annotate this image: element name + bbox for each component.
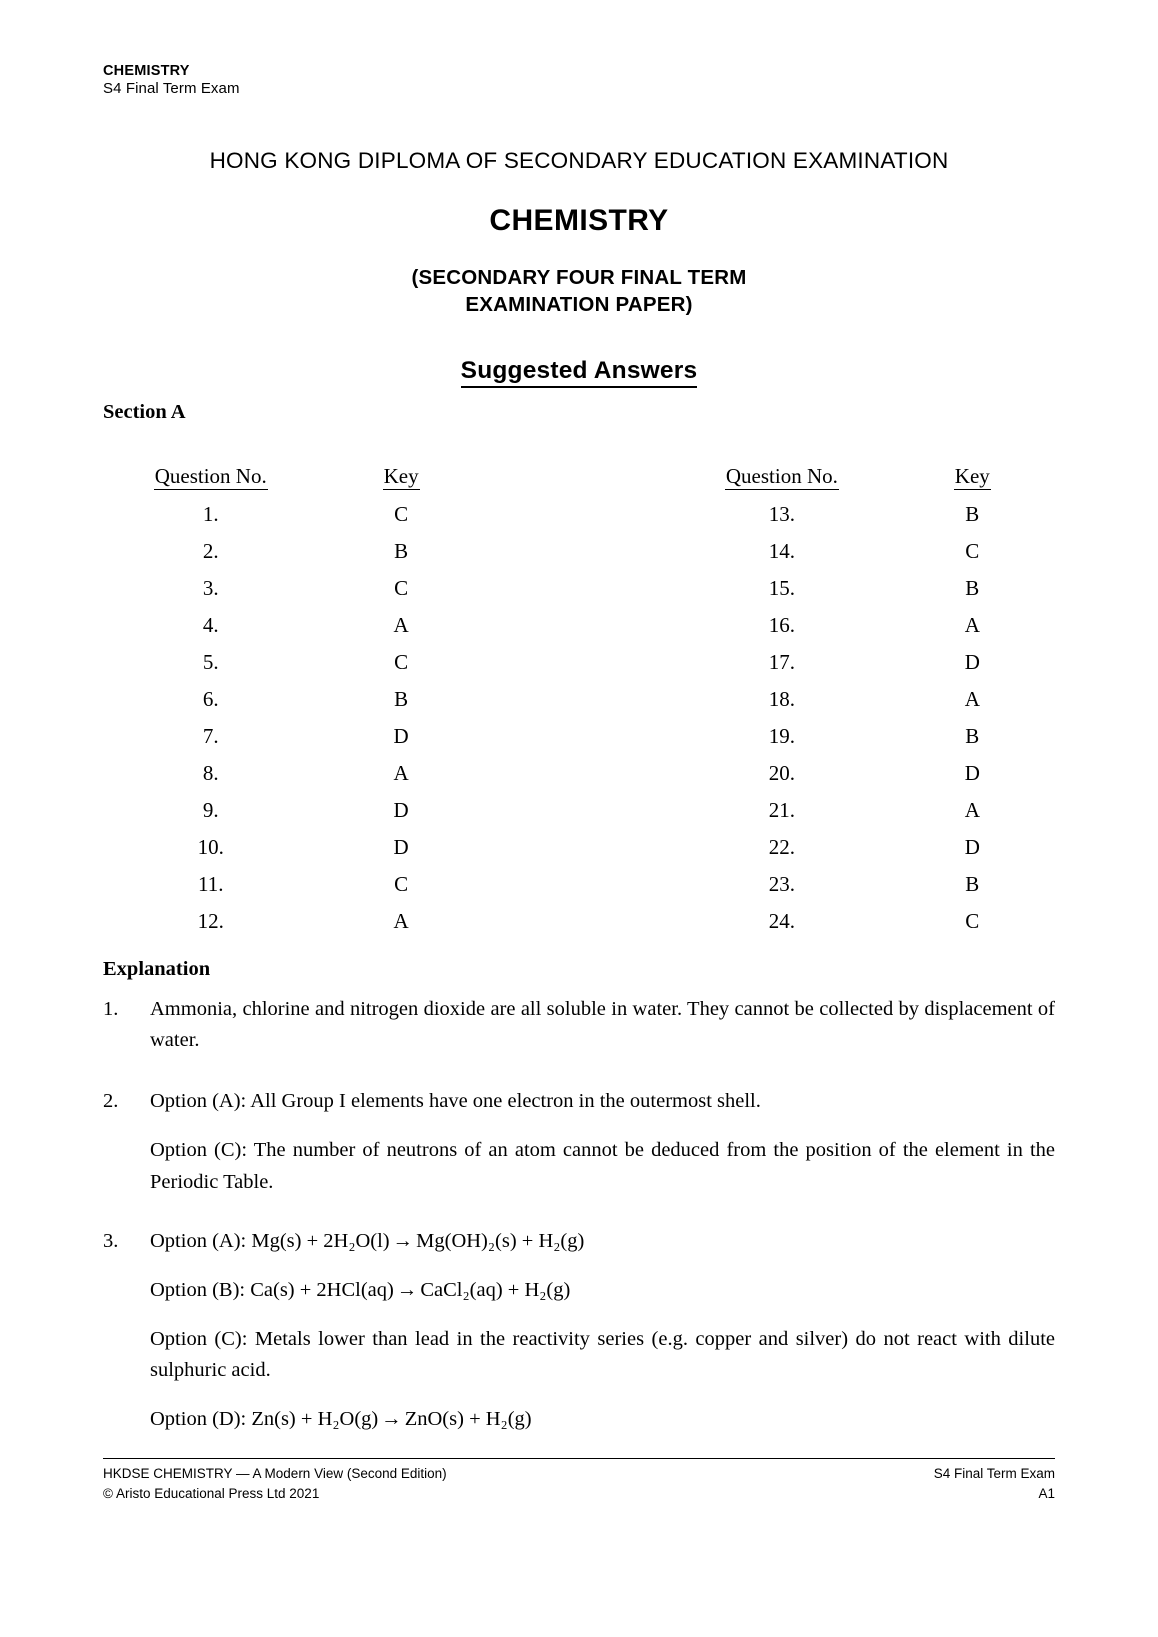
- explanation-item-1-paragraph-1: Ammonia, chlorine and nitrogen dioxide are all soluble in water. They cannot be collected by displacement of water.: [150, 998, 1055, 1052]
- footer-exam-name: S4 Final Term Exam: [933, 1466, 1055, 1481]
- answer-row-question-no-left: 1.: [202, 502, 219, 526]
- document-footer: [103, 1458, 1055, 1503]
- answer-row-key-right: D: [964, 835, 980, 859]
- answer-row-key-right: C: [965, 909, 980, 933]
- column-header-key-right: [890, 456, 1055, 496]
- running-header-subject: CHEMISTRY: [103, 63, 190, 79]
- explanation-item-2-number: 2.: [103, 1090, 119, 1113]
- answer-row-question-no-right: 13.: [768, 502, 796, 526]
- column-spacer: [484, 903, 674, 940]
- answer-row-question-no-right: 20.: [768, 761, 796, 785]
- answer-row-key-left: D: [393, 835, 409, 859]
- equation-d-label: Option (D):: [150, 1408, 247, 1431]
- answer-row-question-no-left: 12.: [197, 909, 224, 933]
- table-row: [103, 866, 1055, 903]
- answer-row-key-left: A: [393, 761, 409, 785]
- answer-row-question-no-right: 18.: [768, 687, 796, 711]
- running-header-paper: S4 Final Term Exam: [103, 80, 240, 98]
- answer-row-key-right: D: [964, 761, 980, 785]
- answer-row-key-right: B: [965, 576, 980, 600]
- footer-copyright: © Aristo Educational Press Ltd 2021: [103, 1485, 320, 1501]
- table-row: [103, 496, 1055, 533]
- answer-row-key-left: A: [393, 613, 409, 637]
- equation-d-reactants: Zn(s) + H₂O(g): [251, 1408, 379, 1431]
- explanation-item-3-paragraph-c: Option (C): Metals lower than lead in the reactivity series (e.g. copper and silver) do not react with dilute sulphuric acid.: [150, 1328, 1055, 1382]
- column-spacer: [484, 644, 674, 681]
- answer-row-question-no-right: 16.: [768, 613, 796, 637]
- explanation-item-3-equation-d: [150, 1404, 1055, 1435]
- answer-row-question-no-right: 15.: [768, 576, 796, 600]
- explanation-list: [103, 994, 1055, 1466]
- equation-a-reactants: Mg(s) + 2H₂O(l): [251, 1229, 390, 1252]
- answer-key-table: [103, 456, 1055, 940]
- column-spacer: [484, 866, 674, 903]
- answer-row-question-no-left: 5.: [202, 650, 219, 674]
- column-spacer: [484, 456, 674, 496]
- column-spacer: [484, 533, 674, 570]
- table-row: [103, 755, 1055, 792]
- answer-row-key-right: B: [965, 502, 980, 526]
- explanation-item-3-equation-a: [150, 1226, 1055, 1257]
- answer-row-question-no-right: 19.: [768, 724, 796, 748]
- answer-row-key-right: B: [965, 872, 980, 896]
- answer-row-question-no-right: 17.: [768, 650, 796, 674]
- title-block: [0, 148, 1158, 388]
- answer-row-question-no-right: 14.: [768, 539, 796, 563]
- answer-row-question-no-left: 8.: [202, 761, 219, 785]
- answer-row-question-no-left: 9.: [202, 798, 219, 822]
- answer-row-key-right: D: [964, 650, 980, 674]
- equation-b-reactants: Ca(s) + 2HCl(aq): [250, 1278, 394, 1301]
- footer-row-2: [103, 1484, 1055, 1504]
- column-header-question-no-left-label: Question No.: [154, 463, 267, 488]
- page-title: CHEMISTRY: [489, 204, 669, 237]
- explanation-item-3-number: 3.: [103, 1229, 119, 1252]
- answer-row-question-no-left: 6.: [202, 687, 219, 711]
- answer-row-question-no-left: 4.: [202, 613, 219, 637]
- column-spacer: [484, 829, 674, 866]
- answer-row-key-left: D: [393, 724, 409, 748]
- running-header: [103, 62, 240, 99]
- reaction-arrow-icon: →: [392, 1229, 414, 1252]
- paper-title-line-1: (SECONDARY FOUR FINAL TERM: [411, 266, 747, 289]
- answer-row-question-no-right: 23.: [768, 872, 796, 896]
- equation-b-label: Option (B):: [150, 1278, 246, 1301]
- table-row: [103, 644, 1055, 681]
- explanation-item-1-number: 1.: [103, 998, 119, 1020]
- table-row: [103, 570, 1055, 607]
- footer-divider: [103, 1458, 1055, 1459]
- answer-row-key-left: C: [394, 502, 409, 526]
- explanation-item-3-body: [150, 1226, 1055, 1436]
- explanation-item-1: [103, 994, 1055, 1056]
- column-header-key-right-label: Key: [954, 463, 990, 488]
- table-row: [103, 681, 1055, 718]
- table-header-row: [103, 456, 1055, 496]
- column-header-key-left-label: Key: [383, 463, 419, 488]
- explanation-item-3: [103, 1226, 1055, 1436]
- explanation-item-2: [103, 1086, 1055, 1197]
- answer-row-question-no-left: 10.: [197, 835, 224, 859]
- reaction-arrow-icon: →: [381, 1408, 402, 1431]
- page-number: A1: [1038, 1485, 1055, 1501]
- answer-row-question-no-left: 11.: [197, 872, 224, 896]
- column-header-question-no-right: [674, 456, 889, 496]
- answer-row-key-right: A: [964, 798, 980, 822]
- table-row: [103, 903, 1055, 940]
- table-row: [103, 607, 1055, 644]
- column-spacer: [484, 607, 674, 644]
- table-row: [103, 718, 1055, 755]
- answer-row-key-left: C: [394, 576, 409, 600]
- answer-row-question-no-left: 7.: [202, 724, 219, 748]
- equation-a-products: Mg(OH)₂(s) + H₂(g): [416, 1229, 585, 1252]
- column-header-key-left: [318, 456, 483, 496]
- equation-b-products: CaCl₂(aq) + H₂(g): [420, 1278, 571, 1301]
- column-spacer: [484, 792, 674, 829]
- column-spacer: [484, 755, 674, 792]
- explanation-heading: Explanation: [103, 958, 211, 980]
- column-spacer: [484, 570, 674, 607]
- column-header-question-no-left: [103, 456, 318, 496]
- table-row: [103, 792, 1055, 829]
- answer-row-key-right: B: [965, 724, 980, 748]
- table-row: [103, 829, 1055, 866]
- answer-row-key-right: A: [964, 687, 980, 711]
- section-a-heading: Section A: [103, 401, 186, 423]
- answer-row-question-no-right: 21.: [768, 798, 796, 822]
- reaction-arrow-icon: →: [396, 1278, 418, 1301]
- answer-row-key-left: C: [394, 872, 409, 896]
- footer-row-1: [103, 1464, 1055, 1484]
- explanation-item-1-body: [150, 994, 1055, 1056]
- column-header-question-no-right-label: Question No.: [725, 463, 838, 488]
- equation-a-label: Option (A):: [150, 1229, 247, 1252]
- column-spacer: [484, 718, 674, 755]
- answer-row-key-left: A: [393, 909, 409, 933]
- explanation-item-2-paragraph-1: Option (A): All Group I elements have one electron in the outermost shell.: [150, 1090, 761, 1113]
- explanation-item-2-body: [150, 1086, 1055, 1197]
- column-spacer: [484, 681, 674, 718]
- document-type-heading: Suggested Answers: [461, 357, 698, 388]
- column-spacer: [484, 496, 674, 533]
- answer-row-key-left: D: [393, 798, 409, 822]
- answer-row-key-left: B: [394, 539, 409, 563]
- answer-row-key-left: B: [394, 687, 409, 711]
- explanation-item-3-equation-b: [150, 1275, 1055, 1306]
- answer-row-key-left: C: [394, 650, 409, 674]
- answer-row-question-no-right: 24.: [768, 909, 796, 933]
- exam-board-title: HONG KONG DIPLOMA OF SECONDARY EDUCATION EXAMINATION: [209, 148, 949, 173]
- answer-row-question-no-left: 2.: [202, 539, 219, 563]
- answer-row-key-right: A: [964, 613, 980, 637]
- footer-book-title: HKDSE CHEMISTRY — A Modern View (Second Edition): [103, 1466, 447, 1481]
- answer-row-question-no-left: 3.: [202, 576, 219, 600]
- table-row: [103, 533, 1055, 570]
- explanation-item-2-paragraph-2: Option (C): The number of neutrons of an atom cannot be deduced from the position of the element in the Periodic Table.: [150, 1139, 1055, 1193]
- paper-title-line-2: EXAMINATION PAPER): [465, 293, 693, 316]
- answer-row-key-right: C: [965, 539, 980, 563]
- equation-d-products: ZnO(s) + H₂(g): [404, 1408, 532, 1431]
- answer-row-question-no-right: 22.: [768, 835, 796, 859]
